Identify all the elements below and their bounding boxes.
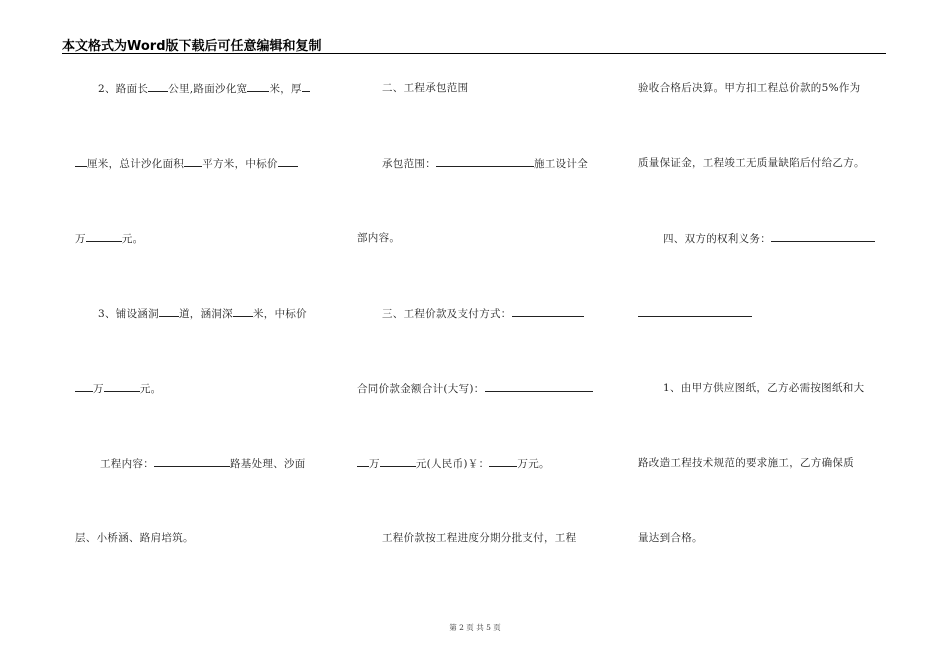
blank-underline [154, 455, 230, 467]
text-column-right [638, 0, 888, 600]
text-line [75, 230, 143, 246]
text-segment: 米，中标价 [252, 308, 307, 320]
text-segment: 施工设计全 [534, 158, 588, 170]
text-line [638, 155, 865, 170]
text-segment: 二、工程承包范围 [382, 82, 469, 94]
text-line [75, 530, 194, 545]
text-segment: 部内容。 [357, 232, 401, 244]
text-segment: 万 [75, 233, 86, 245]
text-line [75, 155, 298, 171]
text-line [638, 80, 860, 95]
text-line [382, 305, 584, 321]
text-segment: 合同价款金额合计(大写)： [357, 383, 485, 395]
text-segment: 量达到合格。 [638, 532, 703, 544]
blank-underline [302, 80, 310, 92]
text-segment: 万元。 [517, 458, 550, 470]
blank-underline [233, 305, 253, 317]
text-segment: 元。 [121, 233, 144, 245]
text-line [100, 455, 306, 471]
blank-underline [489, 455, 517, 467]
text-line [98, 80, 310, 96]
text-segment: 万 [93, 383, 104, 395]
blank-underline [86, 230, 122, 242]
text-line [98, 305, 307, 321]
text-line [638, 455, 854, 470]
text-segment: 工程价款按工程进度分期分批支付，工程 [382, 532, 577, 544]
text-segment: 2、路面长 [98, 83, 149, 95]
text-line [638, 530, 703, 545]
blank-underline [436, 155, 534, 167]
text-segment: 层、小桥涵、路肩培筑。 [75, 532, 194, 544]
text-segment: 验收合格后决算。甲方扣工程总价款的5%作为 [638, 82, 861, 94]
blank-underline [512, 305, 584, 317]
text-column-left [75, 0, 325, 600]
page-number-footer: 第 2 页 共 5 页 [449, 623, 501, 632]
blank-underline [75, 155, 87, 167]
text-line [663, 230, 875, 246]
text-line [357, 230, 400, 245]
text-segment: 四、双方的权利义务： [663, 233, 771, 245]
text-line [638, 305, 752, 320]
text-segment: 平方米，中标价 [202, 158, 278, 170]
text-segment: 万 [369, 458, 380, 470]
text-segment: 承包范围： [382, 158, 436, 170]
blank-underline [638, 305, 752, 317]
text-segment: 元。 [139, 383, 162, 395]
page-header-title: 本文格式为Word版下载后可任意编辑和复制 [62, 39, 322, 54]
text-segment: 工程内容： [100, 458, 154, 470]
blank-underline [148, 80, 168, 92]
text-line [382, 530, 576, 545]
text-segment: 三、工程价款及支付方式： [382, 308, 512, 320]
text-segment: 道，涵洞深 [178, 308, 233, 320]
text-segment: 米，厚 [269, 83, 302, 95]
blank-underline [771, 230, 875, 242]
text-segment: 路改造工程技术规范的要求施工，乙方确保质 [638, 457, 854, 469]
blank-underline [357, 455, 369, 467]
blank-underline [247, 80, 269, 92]
text-line [382, 155, 588, 171]
blank-underline [485, 380, 593, 392]
blank-underline [184, 155, 202, 167]
blank-underline [278, 155, 298, 167]
text-segment: 厘米，总计沙化面积 [87, 158, 185, 170]
text-line [382, 80, 468, 95]
blank-underline [104, 380, 140, 392]
text-segment: 3、铺设涵洞 [98, 308, 159, 320]
text-segment: 公里,路面沙化宽 [168, 83, 248, 95]
text-line [663, 380, 864, 395]
text-segment: 路基处理、沙面 [230, 458, 306, 470]
text-segment: 质量保证金，工程竣工无质量缺陷后付给乙方。 [638, 157, 865, 169]
text-line [75, 380, 161, 396]
blank-underline [159, 305, 179, 317]
text-line [357, 380, 593, 396]
text-segment: 1、由甲方供应图纸，乙方必需按图纸和大 [663, 382, 865, 394]
blank-underline [380, 455, 416, 467]
text-segment: 元(人民币)￥： [415, 458, 490, 470]
text-column-middle [357, 0, 607, 600]
text-line [357, 455, 550, 471]
blank-underline [75, 380, 93, 392]
